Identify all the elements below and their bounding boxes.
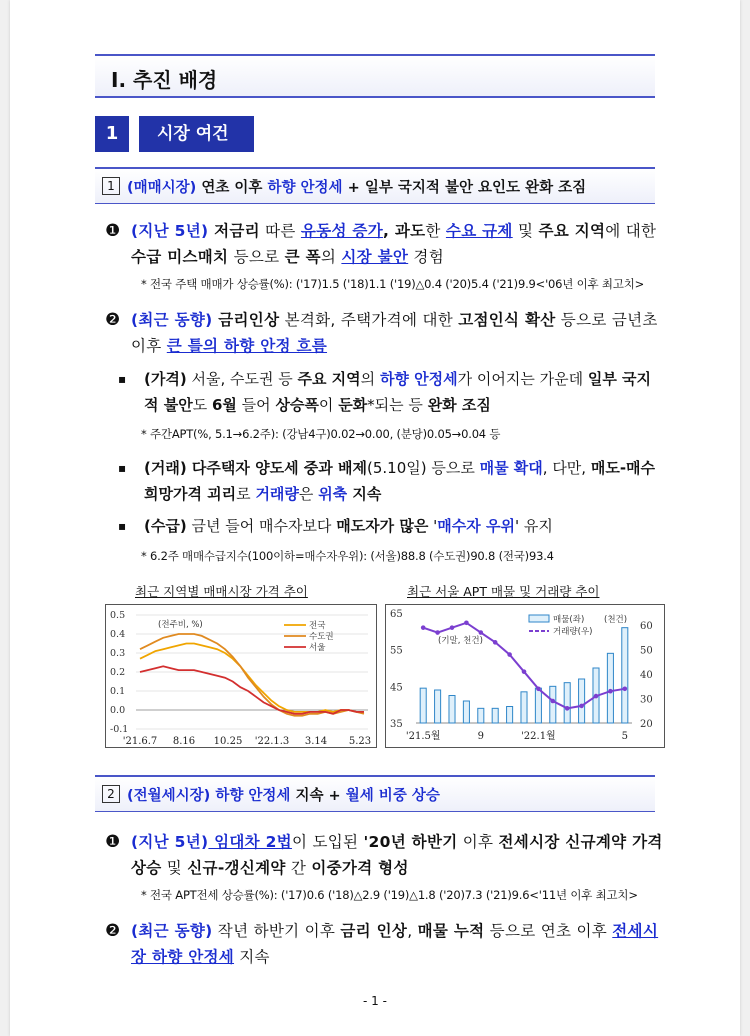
bullet-1-icon: ❶ [105,221,121,241]
chart2-title: 최근 서울 APT 매물 및 거래량 추이 [407,584,600,599]
sub-item-supply: ▪ (수급) 금년 들어 매수자보다 매도자가 많은 '매수자 우위' 유지 [118,513,663,539]
chart1-y-tick: 0.1 [110,686,126,697]
chart2-y-left-tick: 45 [390,682,403,694]
chart2-x-tick: 5 [621,731,628,742]
chart1-container [105,604,377,748]
square-bullet-icon: ▪ [118,461,127,475]
chart1-svg [106,605,376,747]
chart2-point [507,652,512,657]
chart1-legend-label: 수도권 [309,632,334,642]
chart2-bar [507,707,513,724]
chart2-legend-swatch [529,615,549,622]
chart1-y-tick: 0.0 [110,705,126,716]
chart2-point [536,686,541,691]
chart2-svg [386,605,664,747]
chart1-series-line [140,666,364,714]
chart2-bar [607,653,613,723]
bullet-2-icon: ❷ [105,921,121,941]
paragraph-past-5y: ❶ (지난 5년) 저금리 따른 유동성 증가, 과도한 수요 규제 및 주요 지역에 대한 수급 미스매치 등으로 큰 폭의 시장 불안 경험 [105,218,665,270]
chart1-series-line [140,644,364,712]
chart1-x-tick: 8.16 [172,736,196,747]
chart2-bar [564,683,570,723]
note-supply-index: * 6.2주 매매수급지수(100이하=매수자우위): (서울)88.8 (수도권)90.8 (전국)93.4 [141,549,554,563]
chart2-unit-label: (천건) [604,615,628,625]
chart2-y-right-tick: 40 [640,670,653,682]
bullet-1-icon: ❶ [105,832,121,852]
chart1-y-tick: 0.4 [110,629,126,640]
document-page [10,0,740,1036]
chart2-y-right-tick: 20 [640,719,653,730]
note-sales-rate: * 전국 주택 매매가 상승률(%): ('17)1.5 ('18)1.1 ('19)△0.4 ('20)5.4 ('21)9.9<'06년 이후 최고치> [141,277,645,291]
chart1-legend-label: 서울 [309,643,326,653]
chart2-point [479,630,484,635]
page-number: - 1 - [363,994,387,1008]
chart2-bar [579,679,585,723]
chart1-annotation: (전주비, %) [158,620,203,630]
chart1-x-tick: '21.6.7 [122,736,158,747]
paragraph-rent-past-5y: ❶ (지난 5년) 임대차 2법이 도입된 '20년 하반기 이후 전세시장 신규계약 가격 상승 및 신규-갱신계약 간 이중가격 형성 [105,829,665,881]
chart2-legend-label: 매물(좌) [553,615,585,625]
subsection-heading: (매매시장) 연초 이후 하향 안정세 + 일부 국지적 불안 요인도 완화 조짐 [127,180,587,196]
chart2-x-tick: 9 [477,731,484,742]
chart1-y-tick: 0.5 [110,610,126,621]
subsection-bar-sales [95,167,655,204]
section-title-badge: 시장 여건 [139,116,254,152]
chart2-bar [622,628,628,723]
subsection-heading: (전월세시장) 하향 안정세 지속 + 월세 비중 상승 [127,788,440,804]
paragraph-recent-trend: ❷ (최근 동향) 금리인상 본격화, 주택가격에 대한 고점인식 확산 등으로 금년초 이후 큰 틀의 하향 안정 흐름 [105,307,665,359]
subsection-number-box: 1 [102,177,120,195]
chart1-y-tick: -0.1 [110,724,129,735]
chart2-bar [550,686,556,723]
chart2-y-left-tick: 65 [390,609,403,620]
square-bullet-icon: ▪ [118,372,127,386]
chart2-point [421,625,426,630]
chapter-header [95,54,655,98]
chart2-y-left-tick: 35 [390,719,403,730]
chart1-title: 최근 지역별 매매시장 가격 추이 [135,584,308,599]
chart2-bar [535,688,541,723]
chart2-bar [420,688,426,723]
chart1-x-tick: 3.14 [304,736,328,747]
bullet-2-icon: ❷ [105,310,121,330]
chart2-y-right-tick: 30 [640,694,653,706]
chart2-point [493,640,498,645]
chart1-x-tick: 10.25 [213,736,243,747]
subsection-bar-rent [95,775,655,812]
chart1-y-tick: 0.3 [110,648,126,659]
note-rent-rate: * 전국 APT전세 상승률(%): ('17)0.6 ('18)△2.9 ('19)△1.8 ('20)7.3 ('21)9.6<'11년 이후 최고치> [141,888,638,902]
chart2-legend-label: 거래량(우) [553,627,593,637]
chart1-x-tick: '22.1.3 [254,736,290,747]
chart2-point [551,699,556,704]
section-number-badge: 1 [95,116,129,152]
chart2-x-tick: '22.1월 [521,731,556,742]
chart2-bar [449,696,455,724]
chart1-x-tick: 5.23 [348,736,372,747]
chart2-point [522,669,527,674]
subsection-number-box: 2 [102,785,120,803]
note-weekly-apt: * 주간APT(%, 5.1→6.2주): (강남4구)0.02→0.00, (분당)0.05→0.04 등 [141,427,501,441]
chart2-bar [478,708,484,723]
chart2-point [450,625,455,630]
chart2-point [623,686,628,691]
chart1-legend-label: 전국 [309,621,326,631]
chart2-bar [521,692,527,723]
chart2-point [608,689,613,694]
chart2-bar [435,690,441,723]
chart2-bar [492,708,498,723]
chart2-point [565,706,570,711]
chart2-point [464,620,469,625]
chart2-point [579,704,584,709]
chart2-point [435,630,440,635]
sub-item-transaction: ▪ (거래) 다주택자 양도세 중과 배제(5.10일) 등으로 매물 확대, 다만, 매도-매수희망가격 괴리로 거래량은 위축 지속 [118,455,663,507]
paragraph-rent-recent: ❷ (최근 동향) 작년 하반기 이후 금리 인상, 매물 누적 등으로 연초 이후 전세시장 하향 안정세 지속 [105,918,665,970]
chart2-annotation: (기말, 천건) [438,636,483,646]
chart2-y-left-tick: 55 [390,645,403,657]
chart2-point [594,694,599,699]
chart1-y-tick: 0.2 [110,667,126,678]
chapter-title: Ⅰ. 추진 배경 [111,68,218,92]
chart2-bar [463,701,469,723]
sub-item-price: ▪ (가격) 서울, 수도권 등 주요 지역의 하향 안정세가 이어지는 가운데 일부 국지적 불안도 6월 들어 상승폭이 둔화*되는 등 완화 조짐 [118,366,663,418]
chart2-y-right-tick: 50 [640,645,653,657]
chart2-y-right-tick: 60 [640,621,653,633]
square-bullet-icon: ▪ [118,519,127,533]
chart2-container [385,604,665,748]
chart2-x-tick: '21.5월 [405,731,441,742]
